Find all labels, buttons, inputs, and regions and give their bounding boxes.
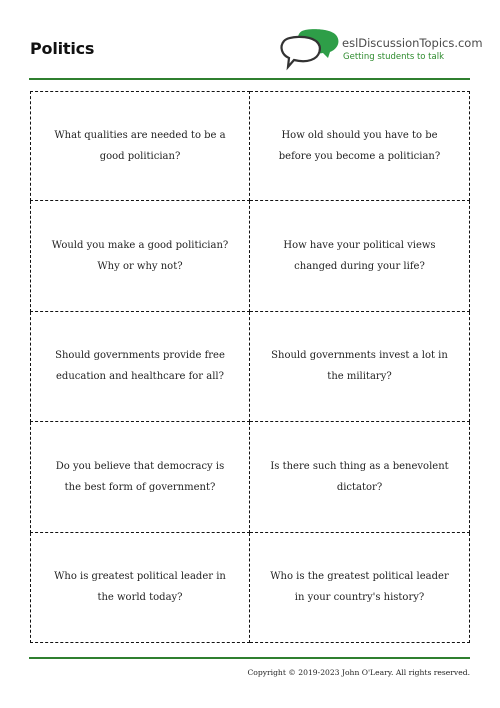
question-card <box>30 312 250 422</box>
question-text: How have your political views changed during your life? <box>283 240 436 273</box>
footer-divider <box>29 657 470 659</box>
question-card <box>30 201 250 311</box>
question-card-grid <box>30 91 470 643</box>
site-logo <box>278 27 483 73</box>
question-card <box>250 201 470 311</box>
question-text: What qualities are needed to be a good politician? <box>54 130 226 163</box>
question-text: Should governments provide free education and healthcare for all? <box>55 350 225 383</box>
brand-name: eslDiscussionTopics.com <box>342 36 483 50</box>
question-card <box>250 312 470 422</box>
question-card <box>250 422 470 532</box>
question-card <box>250 91 470 201</box>
question-card <box>30 91 250 201</box>
question-text: Do you believe that democracy is the best form of government? <box>55 460 225 493</box>
question-text: Who is the greatest political leader in your country's history? <box>270 571 449 604</box>
question-card <box>250 533 470 643</box>
brand-tagline: Getting students to talk <box>343 52 445 62</box>
page-title: Politics <box>30 39 95 58</box>
question-text: How old should you have to be before you become a politician? <box>278 130 441 163</box>
question-card <box>30 533 250 643</box>
question-text: Is there such thing as a benevolent dictator? <box>270 460 449 493</box>
question-text: Should governments invest a lot in the military? <box>271 350 448 383</box>
header-divider <box>29 78 470 80</box>
question-text: Would you make a good politician? Why or why not? <box>51 240 229 273</box>
speech-bubbles-icon <box>278 27 340 73</box>
copyright-notice: Copyright © 2019-2023 John O'Leary. All rights reserved. <box>247 668 470 677</box>
question-text: Who is greatest political leader in the world today? <box>54 571 226 604</box>
question-card <box>30 422 250 532</box>
